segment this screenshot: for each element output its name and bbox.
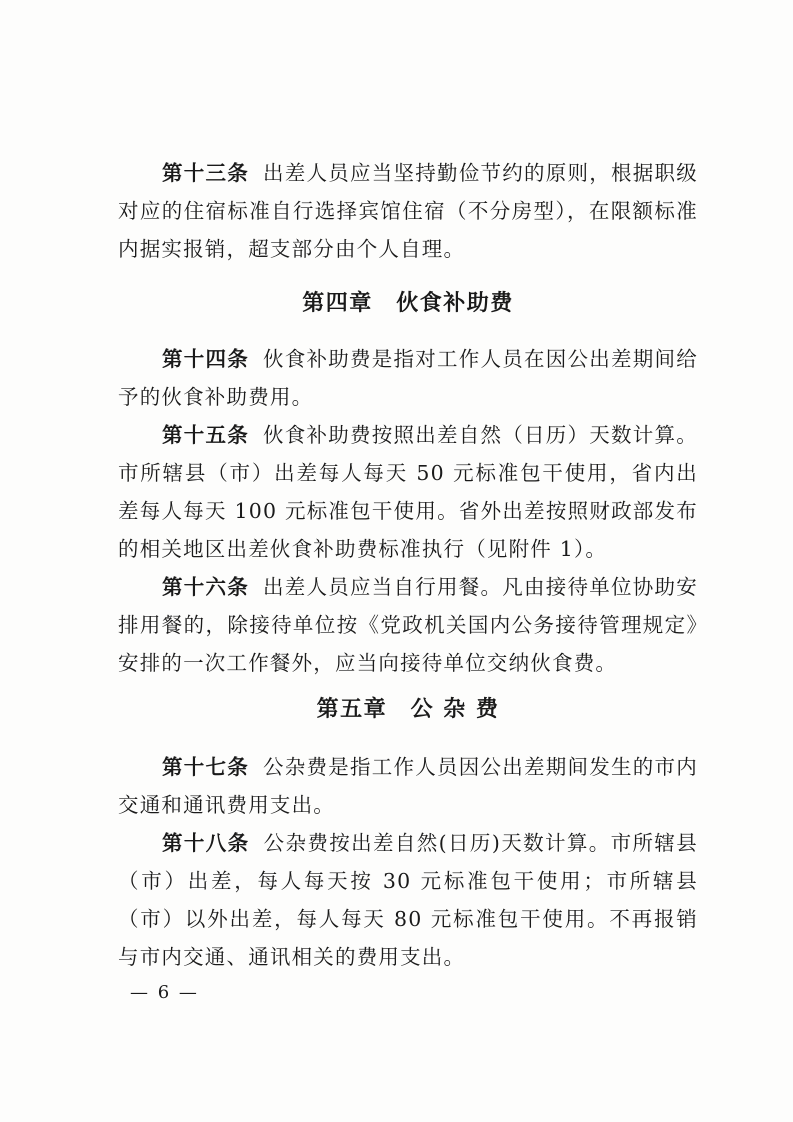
article-16-text: 出差人员应当自行用餐。凡由接待单位协助安排用餐的，除接待单位按《党政机关国内公务接待管理规定》安排的一次工作餐外，应当向接待单位交纳伙食费。 [118, 575, 698, 675]
article-15-lead: 第十五条 [162, 423, 250, 447]
article-13 [118, 154, 698, 268]
chapter-4-title: 第四章 伙食补助费 [302, 291, 514, 316]
article-18 [118, 824, 698, 976]
chapter-5-title: 第五章 公 杂 费 [316, 697, 500, 722]
article-15-text: 伙食补助费按照出差自然（日历）天数计算。市所辖县（市）出差每人每天 50 元标准包干使用，省内出差每人每天 100 元标准包干使用。省外出差按照财政部发布的相关地区出差伙食补助费标准执行（见附件 1）。 [118, 423, 698, 561]
article-18-text: 公杂费按出差自然(日历)天数计算。市所辖县（市）出差，每人每天按 30 元标准包干使用；市所辖县（市）以外出差，每人每天 80 元标准包干使用。不再报销与市内交通、通讯相关的费用支出。 [118, 831, 698, 969]
page-number: — 6 — [130, 982, 199, 1003]
article-16 [118, 568, 698, 682]
article-16-lead: 第十六条 [162, 575, 250, 599]
article-17-text: 公杂费是指工作人员因公出差期间发生的市内交通和通讯费用支出。 [118, 755, 698, 817]
article-18-lead: 第十八条 [162, 831, 250, 855]
article-13-text: 出差人员应当坚持勤俭节约的原则，根据职级对应的住宿标准自行选择宾馆住宿（不分房型），在限额标准内据实报销，超支部分由个人自理。 [118, 161, 698, 261]
article-13-lead: 第十三条 [162, 161, 250, 185]
article-14-lead: 第十四条 [162, 347, 250, 371]
article-14-text: 伙食补助费是指对工作人员在因公出差期间给予的伙食补助费用。 [118, 347, 698, 409]
article-14 [118, 340, 698, 416]
article-15 [118, 416, 698, 568]
article-17-lead: 第十七条 [162, 755, 250, 779]
article-17 [118, 748, 698, 824]
